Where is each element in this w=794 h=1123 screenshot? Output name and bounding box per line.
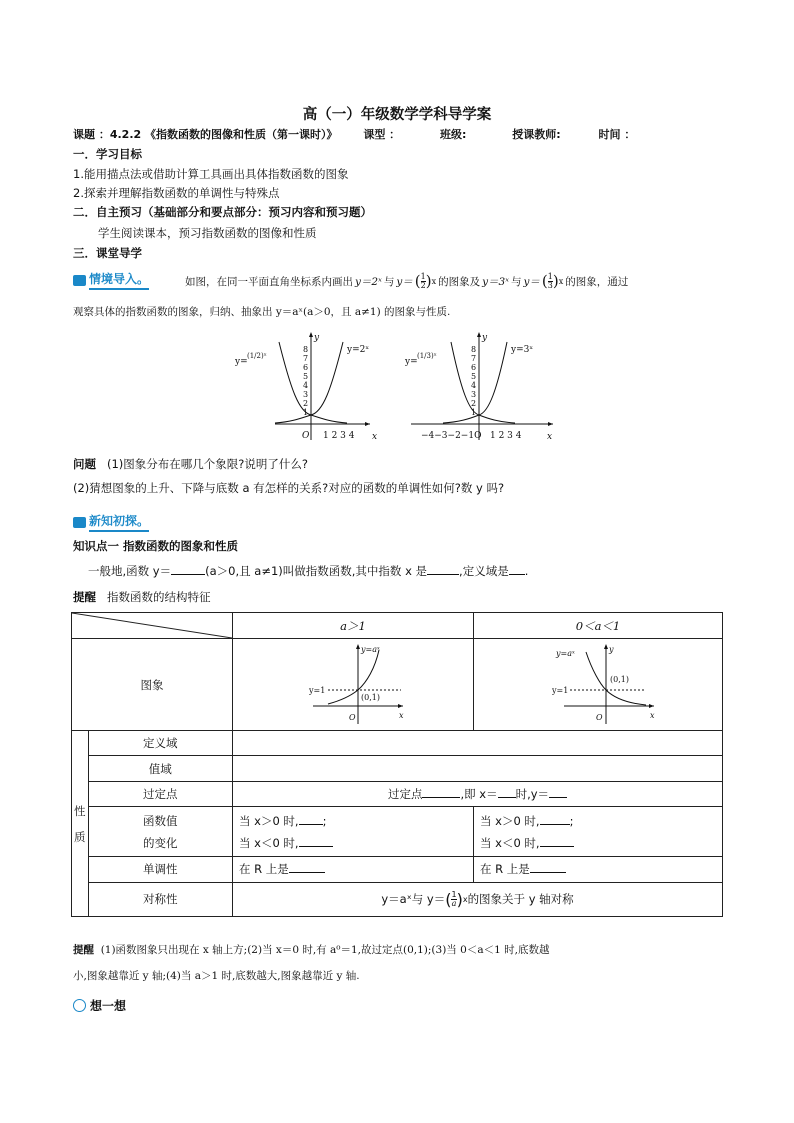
svg-text:x: x — [547, 432, 553, 442]
properties-table — [71, 612, 723, 917]
book-icon — [73, 275, 86, 286]
row-sym-value: y＝aˣ与 y＝( 1 a ) x 的图象关于 y 轴对称 — [233, 882, 723, 916]
blank-mono-lt[interactable] — [530, 862, 566, 873]
mono-a-lt-1: 在 R 上是 — [474, 857, 723, 882]
page-title: 高（一）年级数学学科导学案 — [302, 107, 492, 123]
table-row-monotonic — [72, 857, 723, 882]
svg-text:2: 2 — [471, 399, 477, 408]
svg-text:1: 1 — [471, 408, 477, 417]
guide-heading: 三．课堂导学 — [73, 246, 142, 260]
svg-text:7: 7 — [303, 354, 309, 363]
svg-text:−4−3−2−1O: −4−3−2−1O — [421, 431, 482, 441]
curve-third-pow-x — [451, 342, 515, 423]
definition-line: 一般地,函数 y＝ (a＞0,且 a≠1)叫做指数函数,其中指数 x 是 ,定义域是 . — [88, 564, 529, 578]
preview-heading: 二．自主预习（基础部分和要点部分：预习内容和预习题） — [73, 205, 372, 219]
intro-graphs — [235, 328, 575, 443]
svg-text:O: O — [596, 712, 603, 722]
row-domain-value[interactable] — [233, 731, 723, 756]
blank-fixed-y[interactable] — [549, 787, 567, 798]
properties-side-label: 性 质 — [72, 731, 89, 917]
think-heading: 想一想 — [73, 997, 126, 1014]
lightbulb-icon — [73, 999, 86, 1012]
svg-text:x: x — [399, 710, 404, 720]
book-icon — [73, 517, 86, 528]
lesson-type: 课型 ： — [363, 128, 401, 141]
table-row-range — [72, 756, 723, 781]
table-header-row — [72, 613, 723, 639]
table-row-fixed-point — [72, 781, 723, 806]
goal-2: 2.探索并理解指数函数的单调性与特殊点 — [73, 186, 280, 200]
row-domain-label: 定义域 — [88, 731, 233, 756]
change-a-gt-1: 当 x＞0 时, ; 当 x＜0 时, — [233, 806, 474, 856]
svg-text:y=1: y=1 — [552, 685, 569, 695]
blank-function[interactable] — [171, 564, 205, 575]
situation-badge: 情境导入。 — [73, 270, 149, 290]
svg-text:x: x — [650, 710, 655, 720]
table-row-graph — [72, 639, 723, 731]
row-range-value[interactable] — [233, 756, 723, 781]
lesson-meta-row — [73, 126, 657, 142]
svg-text:y: y — [482, 333, 488, 343]
situation-line-1: 如图，在同一平面直角坐标系内画出 y＝2ˣ 与 y＝ ( 1 2 ) x 的图象及 y＝3ˣ 与 y＝ ( 1 3 ) x 的图象，通过 — [185, 271, 629, 290]
svg-text:(0,1): (0,1) — [610, 674, 629, 684]
blank-domain[interactable] — [509, 564, 525, 575]
svg-text:8: 8 — [471, 345, 477, 354]
curve-2-pow-x — [275, 342, 343, 423]
blank-mono-gt[interactable] — [289, 862, 325, 873]
svg-text:6: 6 — [303, 363, 309, 372]
change-a-lt-1: 当 x＞0 时, ; 当 x＜0 时, — [474, 806, 723, 856]
svg-text:2: 2 — [303, 399, 309, 408]
blank-gt-neg[interactable] — [299, 836, 333, 847]
knowledge-point-heading: 知识点一 指数函数的图象和性质 — [73, 539, 239, 553]
question-1: 问题 (1)图象分布在哪几个象限?说明了什么? — [73, 457, 308, 471]
mono-a-gt-1: 在 R 上是 — [233, 857, 474, 882]
svg-text:3: 3 — [471, 390, 477, 399]
row-sym-label: 对称性 — [88, 882, 233, 916]
col-a-lt-1: 0＜a＜1 — [474, 613, 723, 639]
col-a-gt-1: a＞1 — [233, 613, 474, 639]
lesson-time: 时间 ： — [598, 128, 636, 141]
diagonal-cell — [72, 613, 233, 639]
blank-fixed-x[interactable] — [498, 787, 516, 798]
curve-half-pow-x — [279, 342, 347, 423]
notes-line-2: 小,图象越靠近 y 轴;(4)当 a＞1 时,底数越大,图象越靠近 y 轴. — [73, 970, 360, 982]
svg-text:y=2ˣ: y=2ˣ — [347, 345, 370, 355]
row-mono-label: 单调性 — [88, 857, 233, 882]
svg-text:8: 8 — [303, 345, 309, 354]
svg-text:y: y — [314, 333, 320, 343]
svg-text:(1/3)ˣ: (1/3)ˣ — [417, 352, 437, 360]
svg-text:3: 3 — [303, 390, 309, 399]
blank-gt-pos[interactable] — [299, 814, 323, 825]
svg-text:5: 5 — [303, 372, 309, 381]
svg-text:y=aˣ: y=aˣ — [361, 644, 380, 654]
goals-heading: 一．学习目标 — [73, 147, 142, 161]
row-fixed-value: 过定点 ,即 x＝ 时,y＝ — [233, 781, 723, 806]
blank-exponent[interactable] — [427, 564, 459, 575]
graph-a-lt-1 — [474, 639, 723, 731]
svg-text:1: 1 — [303, 408, 309, 417]
graph-a-gt-1 — [233, 639, 474, 731]
frac-third: ( 1 3 ) x — [541, 271, 564, 290]
lesson-topic: 课题 ：4.2.2 《指数函数的图像和性质（第一课时）》 — [73, 128, 338, 141]
row-graph-label: 图象 — [72, 639, 233, 731]
new-knowledge-badge: 新知初探。 — [73, 512, 149, 532]
situation-line-2: 观察具体的指数函数的图象，归纳、抽象出 y＝aˣ(a＞0，且 a≠1) 的图象与性质. — [73, 306, 451, 318]
row-change-label: 函数值 的变化 — [88, 806, 233, 856]
table-row-change — [72, 806, 723, 856]
svg-text:x: x — [372, 432, 378, 442]
svg-text:5: 5 — [471, 372, 477, 381]
lesson-teacher: 授课教师: — [512, 128, 561, 141]
svg-text:y=aˣ: y=aˣ — [556, 648, 575, 658]
svg-text:O: O — [349, 712, 356, 722]
reminder-line: 提醒 指数函数的结构特征 — [73, 590, 211, 604]
frac-half: ( 1 2 ) x — [414, 271, 437, 290]
svg-text:y=1: y=1 — [309, 685, 326, 695]
row-fixed-label: 过定点 — [88, 781, 233, 806]
svg-text:1 2 3 4: 1 2 3 4 — [490, 431, 522, 441]
blank-fixed-point[interactable] — [422, 787, 460, 798]
svg-text:(0,1): (0,1) — [361, 692, 380, 702]
table-row-symmetry — [72, 882, 723, 916]
table-row-domain — [72, 731, 723, 756]
question-2: (2)猜想图象的上升、下降与底数 a 有怎样的关系?对应的函数的单调性如何?数 y 吗? — [73, 481, 505, 495]
row-range-label: 值域 — [88, 756, 233, 781]
svg-text:7: 7 — [471, 354, 477, 363]
svg-text:y: y — [609, 644, 614, 654]
notes-line-1: 提醒 (1)函数图象只出现在 x 轴上方;(2)当 x＝0 时,有 a⁰＝1,故过定点(0,1);(3)当 0＜a＜1 时,底数越 — [73, 944, 550, 956]
svg-text:1 2 3 4: 1 2 3 4 — [323, 431, 355, 441]
svg-text:4: 4 — [471, 381, 477, 390]
svg-text:(1/2)ˣ: (1/2)ˣ — [247, 352, 267, 360]
svg-text:y=: y= — [405, 357, 418, 367]
svg-text:y=: y= — [235, 357, 248, 367]
svg-text:6: 6 — [471, 363, 477, 372]
blank-lt-pos[interactable] — [540, 814, 570, 825]
blank-lt-neg[interactable] — [540, 836, 574, 847]
svg-text:O: O — [302, 431, 310, 441]
goal-1: 1.能用描点法或借助计算工具画出具体指数函数的图象 — [73, 167, 349, 181]
svg-text:y=3ˣ: y=3ˣ — [511, 345, 534, 355]
lesson-class: 班级: — [440, 128, 467, 141]
preview-text: 学生阅读课本，预习指数函数的图像和性质 — [98, 226, 317, 240]
svg-text:4: 4 — [303, 381, 309, 390]
